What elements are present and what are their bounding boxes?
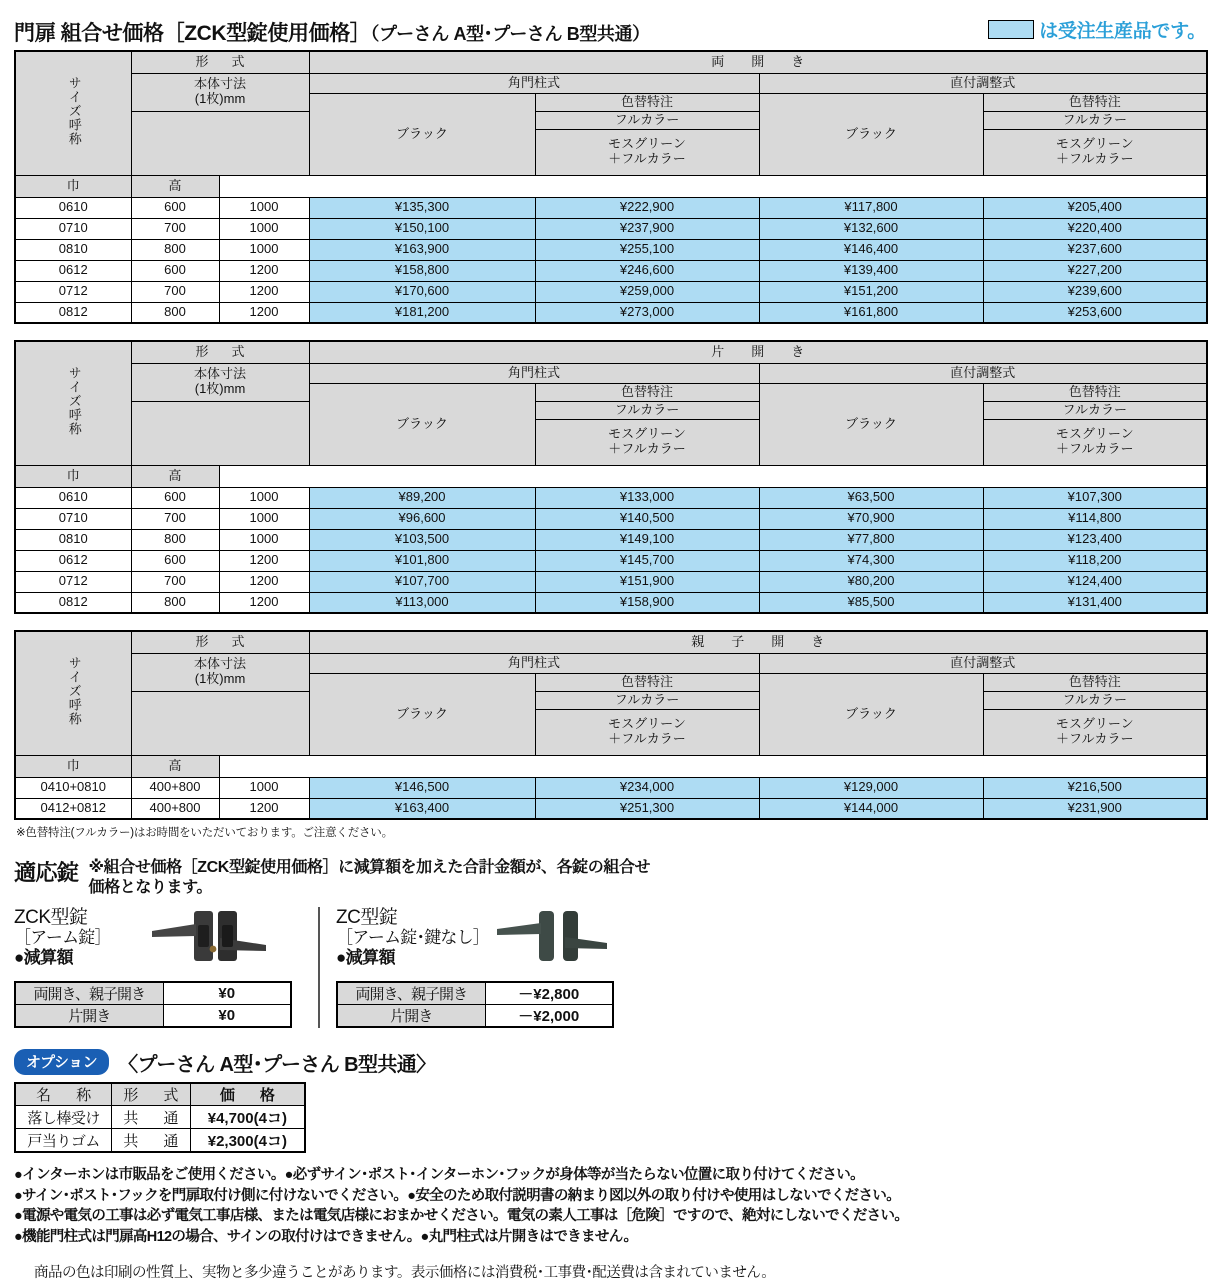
cell-price: ¥113,000 xyxy=(309,592,535,613)
zc-lock-image xyxy=(493,907,611,969)
cell-price: ¥85,500 xyxy=(759,592,983,613)
cell-height: 1000 xyxy=(219,508,309,529)
table-row xyxy=(15,197,1207,218)
cell-price: ¥63,500 xyxy=(759,487,983,508)
cell-size: 0410+0810 xyxy=(15,777,131,798)
cell-price: ¥255,100 xyxy=(535,239,759,260)
applicable-lock-section xyxy=(14,856,1206,1028)
lock-deduction-label: ●減算額 xyxy=(14,948,73,968)
colorspec-header-chokutsuke: 色替特注 xyxy=(983,383,1207,401)
width-header: 巾 xyxy=(15,465,131,487)
option-title: 〈プーさん A型･プーさん B型共通〉 xyxy=(118,1053,436,1076)
page-title-main: 門扉 組合せ価格［ZCK型錠使用価格］ xyxy=(14,22,371,45)
lock-section-description: ※組合せ価格［ZCK型錠使用価格］に減算額を加えた合計金額が、各錠の組合せ価格となります。 xyxy=(88,859,651,897)
cell-height: 1000 xyxy=(219,777,309,798)
lock-table-row xyxy=(337,1004,613,1027)
cell-size: 0812 xyxy=(15,592,131,613)
cell-price: ¥146,500 xyxy=(309,777,535,798)
cell-width: 700 xyxy=(131,571,219,592)
size-label-header: サイズ呼称 xyxy=(15,631,131,755)
lock-subtitle: ［アーム錠］ xyxy=(14,928,111,948)
footer-final-note: 商品の色は印刷の性質上、実物と多少違うことがあります。表示価格には消費税･工事費･配送費は含まれていません。 xyxy=(34,1265,776,1282)
cell-height: 1200 xyxy=(219,302,309,323)
group-title-header: 両 開 き xyxy=(309,51,1207,73)
lock-section-title: 適応錠 xyxy=(14,860,79,885)
lock-card-titles xyxy=(336,907,489,969)
table-row xyxy=(15,571,1207,592)
cell-price: ¥132,600 xyxy=(759,218,983,239)
lock-row-value: －¥2,000 xyxy=(485,1004,613,1027)
cell-price: ¥237,600 xyxy=(983,239,1207,260)
cell-height: 1000 xyxy=(219,218,309,239)
option-header xyxy=(14,1048,1206,1077)
footer-notes xyxy=(14,1165,1206,1247)
footer-note-line: ●サイン･ポスト･フックを門扉取付け側に付けないでください。●安全のため取付説明書の納まり図以外の取り付けや使用はしないでください。 xyxy=(14,1187,901,1204)
table-row xyxy=(15,302,1207,323)
lock-table-row xyxy=(15,1004,291,1027)
cell-width: 700 xyxy=(131,508,219,529)
cell-width: 600 xyxy=(131,550,219,571)
cell-height: 1200 xyxy=(219,550,309,571)
cell-price: ¥253,600 xyxy=(983,302,1207,323)
option-cell-price: ¥2,300(4コ) xyxy=(190,1129,305,1152)
footer-note-line: ●機能門柱式は門扉高H12の場合、サインの取付けはできません。●丸門柱式は片開きはできません。 xyxy=(14,1228,638,1245)
cell-size: 0712 xyxy=(15,571,131,592)
legend-color-swatch xyxy=(988,20,1034,39)
cell-price: ¥151,200 xyxy=(759,281,983,302)
cell-price: ¥101,800 xyxy=(309,550,535,571)
table-row xyxy=(15,777,1207,798)
moss-header-kado: モスグリーン ＋フルカラー xyxy=(535,709,759,755)
cell-price: ¥107,700 xyxy=(309,571,535,592)
option-cell-name: 戸当りゴム xyxy=(15,1129,112,1152)
lock-row-value: ¥0 xyxy=(163,982,291,1005)
post-type-chokutsuke-header: 直付調整式 xyxy=(759,653,1207,673)
cell-price: ¥231,900 xyxy=(983,798,1207,819)
table-row xyxy=(15,218,1207,239)
group-title-header: 片 開 き xyxy=(309,341,1207,363)
post-type-kado-header: 角門柱式 xyxy=(309,363,759,383)
lock-table-row xyxy=(337,982,613,1005)
moss-header-chokutsuke: モスグリーン ＋フルカラー xyxy=(983,129,1207,175)
group-title-header: 親 子 開 き xyxy=(309,631,1207,653)
moss-header-chokutsuke: モスグリーン ＋フルカラー xyxy=(983,709,1207,755)
cell-price: ¥163,900 xyxy=(309,239,535,260)
cell-price: ¥227,200 xyxy=(983,260,1207,281)
fullcolor-header-kado: フルカラー xyxy=(535,691,759,709)
cell-width: 800 xyxy=(131,592,219,613)
height-header: 高 xyxy=(131,755,219,777)
cell-width: 800 xyxy=(131,529,219,550)
lock-cards-container xyxy=(14,907,614,1028)
footer-note-line: ●電源や電気の工事は必ず電気工事店様、または電気店様におまかせください。電気の素人工事は［危険］ですので、絶対にしないでください。 xyxy=(14,1208,909,1225)
lock-row-label: 両開き、親子開き xyxy=(15,982,163,1005)
cell-size: 0812 xyxy=(15,302,131,323)
cell-price: ¥89,200 xyxy=(309,487,535,508)
cell-price: ¥139,400 xyxy=(759,260,983,281)
fullcolor-header-chokutsuke: フルカラー xyxy=(983,111,1207,129)
cell-price: ¥150,100 xyxy=(309,218,535,239)
cell-width: 700 xyxy=(131,218,219,239)
option-table-row xyxy=(15,1129,305,1152)
cell-price: ¥74,300 xyxy=(759,550,983,571)
lock-image-wrap xyxy=(111,907,308,969)
cell-price: ¥146,400 xyxy=(759,239,983,260)
price-table xyxy=(14,50,1208,324)
cell-price: ¥124,400 xyxy=(983,571,1207,592)
moss-header-kado: モスグリーン ＋フルカラー xyxy=(535,129,759,175)
colorspec-header-kado: 色替特注 xyxy=(535,673,759,691)
cell-size: 0710 xyxy=(15,508,131,529)
option-col-name: 名 称 xyxy=(15,1083,112,1106)
cell-height: 1200 xyxy=(219,592,309,613)
price-table xyxy=(14,630,1208,820)
price-table-block xyxy=(14,50,1206,324)
table-row xyxy=(15,550,1207,571)
option-table-header-row xyxy=(15,1083,305,1106)
cell-size: 0610 xyxy=(15,487,131,508)
colorspec-header-kado: 色替特注 xyxy=(535,383,759,401)
black-header-kado: ブラック xyxy=(309,383,535,465)
cell-height: 1200 xyxy=(219,571,309,592)
cell-price: ¥135,300 xyxy=(309,197,535,218)
option-cell-name: 落し棒受け xyxy=(15,1106,112,1129)
cell-price: ¥117,800 xyxy=(759,197,983,218)
cell-price: ¥181,200 xyxy=(309,302,535,323)
cell-height: 1000 xyxy=(219,239,309,260)
cell-price: ¥239,600 xyxy=(983,281,1207,302)
cell-price: ¥103,500 xyxy=(309,529,535,550)
keishiki-header: 形 式 xyxy=(131,341,309,363)
option-table xyxy=(14,1082,306,1153)
option-col-type: 形 式 xyxy=(112,1083,191,1106)
width-header: 巾 xyxy=(15,175,131,197)
cell-price: ¥149,100 xyxy=(535,529,759,550)
option-table-row xyxy=(15,1106,305,1129)
cell-price: ¥118,200 xyxy=(983,550,1207,571)
cell-price: ¥158,800 xyxy=(309,260,535,281)
cell-price: ¥114,800 xyxy=(983,508,1207,529)
lock-subtitle: ［アーム錠･鍵なし］ xyxy=(336,928,489,948)
price-table-block xyxy=(14,630,1206,820)
footer-note-line: ●インターホンは市販品をご使用ください。●必ずサイン･ポスト･インターホン･フックが身体等が当たらない位置に取り付けてください。 xyxy=(14,1166,864,1183)
option-badge: オプション xyxy=(14,1049,109,1075)
lock-row-value: －¥2,800 xyxy=(485,982,613,1005)
keishiki-header: 形 式 xyxy=(131,51,309,73)
cell-price: ¥107,300 xyxy=(983,487,1207,508)
table-row xyxy=(15,798,1207,819)
cell-price: ¥234,000 xyxy=(535,777,759,798)
lock-deduction-label: ●減算額 xyxy=(336,948,395,968)
lock-price-table xyxy=(14,981,292,1028)
table-row xyxy=(15,281,1207,302)
cell-price: ¥170,600 xyxy=(309,281,535,302)
cell-price: ¥133,000 xyxy=(535,487,759,508)
cell-width: 700 xyxy=(131,281,219,302)
cell-price: ¥129,000 xyxy=(759,777,983,798)
cell-height: 1000 xyxy=(219,487,309,508)
cell-price: ¥140,500 xyxy=(535,508,759,529)
cell-height: 1000 xyxy=(219,529,309,550)
lock-image-wrap xyxy=(489,907,614,969)
colorspec-header-kado: 色替特注 xyxy=(535,93,759,111)
price-tables-container xyxy=(14,50,1206,820)
page-title xyxy=(14,23,650,44)
size-label-header: サイズ呼称 xyxy=(15,341,131,465)
cell-price: ¥216,500 xyxy=(983,777,1207,798)
cell-price: ¥70,900 xyxy=(759,508,983,529)
cell-price: ¥220,400 xyxy=(983,218,1207,239)
cell-price: ¥163,400 xyxy=(309,798,535,819)
cell-height: 1200 xyxy=(219,281,309,302)
lock-card-titles xyxy=(14,907,111,969)
width-header: 巾 xyxy=(15,755,131,777)
cell-price: ¥151,900 xyxy=(535,571,759,592)
body-size-header: 本体寸法 (1枚)mm xyxy=(131,363,309,401)
fullcolor-header-chokutsuke: フルカラー xyxy=(983,401,1207,419)
lock-row-label: 片開き xyxy=(337,1004,485,1027)
lock-section-header xyxy=(14,856,1206,899)
made-to-order-legend xyxy=(988,16,1206,44)
fullcolor-header-kado: フルカラー xyxy=(535,111,759,129)
price-table xyxy=(14,340,1208,614)
cell-width: 400+800 xyxy=(131,798,219,819)
moss-header-kado: モスグリーン ＋フルカラー xyxy=(535,419,759,465)
black-header-chokutsuke: ブラック xyxy=(759,673,983,755)
cell-price: ¥158,900 xyxy=(535,592,759,613)
table-row xyxy=(15,592,1207,613)
post-type-chokutsuke-header: 直付調整式 xyxy=(759,73,1207,93)
cell-size: 0710 xyxy=(15,218,131,239)
height-header: 高 xyxy=(131,465,219,487)
colorspec-header-chokutsuke: 色替特注 xyxy=(983,673,1207,691)
option-cell-price: ¥4,700(4コ) xyxy=(190,1106,305,1129)
cell-size: 0712 xyxy=(15,281,131,302)
cell-price: ¥145,700 xyxy=(535,550,759,571)
cell-price: ¥161,800 xyxy=(759,302,983,323)
cell-size: 0810 xyxy=(15,529,131,550)
cell-price: ¥222,900 xyxy=(535,197,759,218)
cell-price: ¥80,200 xyxy=(759,571,983,592)
black-header-kado: ブラック xyxy=(309,93,535,175)
cell-width: 800 xyxy=(131,239,219,260)
zck-lock-image xyxy=(150,907,268,969)
lock-card xyxy=(14,907,308,1028)
height-header: 高 xyxy=(131,175,219,197)
option-cell-type: 共 通 xyxy=(112,1106,191,1129)
body-size-header: 本体寸法 (1枚)mm xyxy=(131,653,309,691)
cell-height: 1200 xyxy=(219,260,309,281)
black-header-chokutsuke: ブラック xyxy=(759,93,983,175)
cell-price: ¥131,400 xyxy=(983,592,1207,613)
cell-price: ¥144,000 xyxy=(759,798,983,819)
cell-width: 800 xyxy=(131,302,219,323)
cell-size: 0612 xyxy=(15,550,131,571)
cell-size: 0810 xyxy=(15,239,131,260)
keishiki-header: 形 式 xyxy=(131,631,309,653)
cell-price: ¥123,400 xyxy=(983,529,1207,550)
cell-width: 600 xyxy=(131,260,219,281)
option-table-body xyxy=(15,1106,305,1152)
lock-row-label: 両開き、親子開き xyxy=(337,982,485,1005)
lock-card xyxy=(318,907,614,1028)
cell-price: ¥246,600 xyxy=(535,260,759,281)
lock-name: ZCK型錠 xyxy=(14,906,88,928)
moss-header-chokutsuke: モスグリーン ＋フルカラー xyxy=(983,419,1207,465)
cell-height: 1200 xyxy=(219,798,309,819)
fullcolor-header-chokutsuke: フルカラー xyxy=(983,691,1207,709)
cell-height: 1000 xyxy=(219,197,309,218)
legend-label: は受注生産品です。 xyxy=(1039,21,1206,42)
cell-size: 0412+0812 xyxy=(15,798,131,819)
post-type-kado-header: 角門柱式 xyxy=(309,653,759,673)
post-type-chokutsuke-header: 直付調整式 xyxy=(759,363,1207,383)
lock-table-row xyxy=(15,982,291,1005)
black-header-kado: ブラック xyxy=(309,673,535,755)
body-size-header: 本体寸法 (1枚)mm xyxy=(131,73,309,111)
cell-size: 0610 xyxy=(15,197,131,218)
cell-size: 0612 xyxy=(15,260,131,281)
page-title-sub: （プーさん A型･プーさん B型共通） xyxy=(370,24,650,44)
table-row xyxy=(15,508,1207,529)
table-row xyxy=(15,487,1207,508)
cell-width: 600 xyxy=(131,197,219,218)
lock-card-top xyxy=(336,907,614,979)
cell-price: ¥237,900 xyxy=(535,218,759,239)
cell-price: ¥259,000 xyxy=(535,281,759,302)
lock-row-value: ¥0 xyxy=(163,1004,291,1027)
cell-width: 600 xyxy=(131,487,219,508)
black-header-chokutsuke: ブラック xyxy=(759,383,983,465)
cell-price: ¥77,800 xyxy=(759,529,983,550)
table-row xyxy=(15,239,1207,260)
page-header xyxy=(14,10,1206,44)
cell-width: 400+800 xyxy=(131,777,219,798)
cell-price: ¥273,000 xyxy=(535,302,759,323)
lock-card-top xyxy=(14,907,308,979)
option-section xyxy=(14,1048,1206,1153)
table-row xyxy=(15,529,1207,550)
color-order-footnote: ※色替特注(フルカラー)はお時間をいただいております。ご注意ください。 xyxy=(16,827,393,839)
cell-price: ¥205,400 xyxy=(983,197,1207,218)
lock-name: ZC型錠 xyxy=(336,906,398,928)
cell-price: ¥251,300 xyxy=(535,798,759,819)
table-row xyxy=(15,260,1207,281)
option-col-price: 価 格 xyxy=(190,1083,305,1106)
option-cell-type: 共 通 xyxy=(112,1129,191,1152)
cell-price: ¥96,600 xyxy=(309,508,535,529)
fullcolor-header-kado: フルカラー xyxy=(535,401,759,419)
lock-row-label: 片開き xyxy=(15,1004,163,1027)
post-type-kado-header: 角門柱式 xyxy=(309,73,759,93)
colorspec-header-chokutsuke: 色替特注 xyxy=(983,93,1207,111)
price-table-block xyxy=(14,340,1206,614)
lock-price-table xyxy=(336,981,614,1028)
size-label-header: サイズ呼称 xyxy=(15,51,131,175)
